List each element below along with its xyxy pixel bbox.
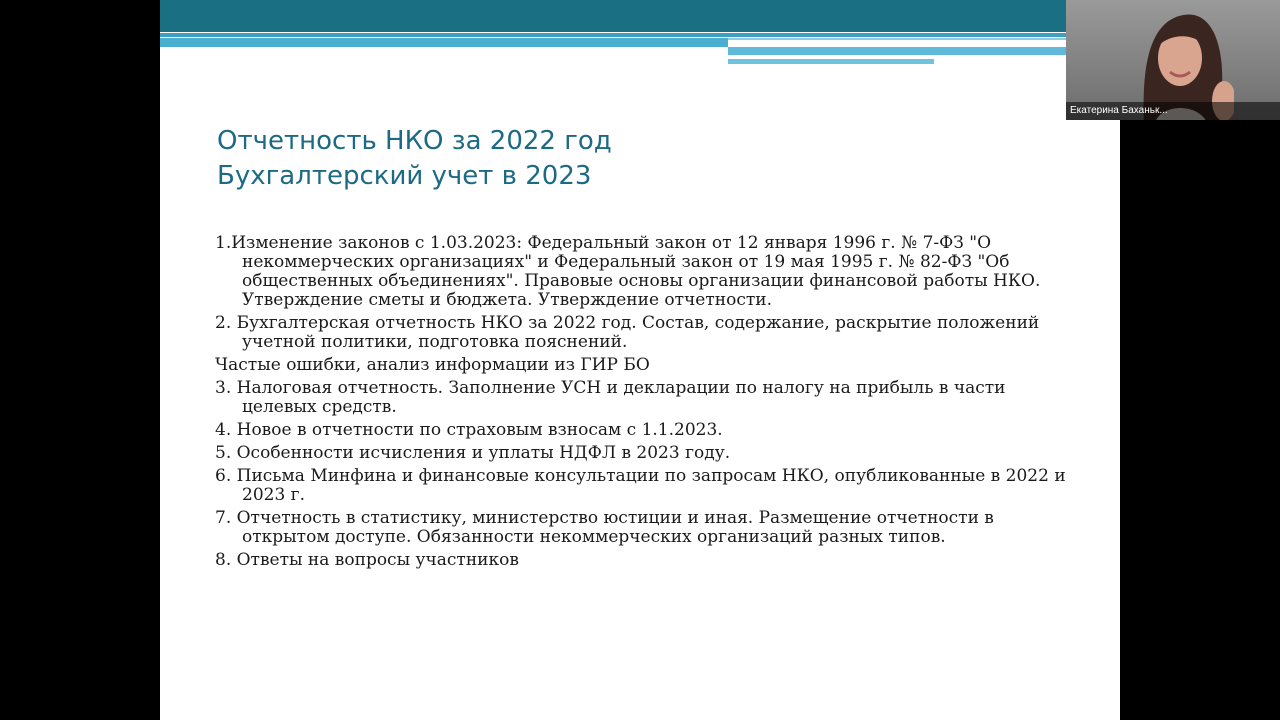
agenda-item: 4. Новое в отчетности по страховым взносам с 1.1.2023. bbox=[215, 420, 723, 440]
agenda-item: 7. Отчетность в статистику, министерство юстиции и иная. Размещение отчетности в открытом доступе. Обязанности некоммерческих организаций разных типов. bbox=[215, 508, 994, 547]
header-stripe bbox=[160, 38, 728, 47]
slide-content bbox=[215, 234, 1075, 574]
participant-name-label: Екатерина Баханьк... bbox=[1066, 102, 1280, 120]
header-band bbox=[160, 0, 1120, 32]
participant-video-tile[interactable] bbox=[1066, 0, 1280, 120]
agenda-item: 2. Бухгалтерская отчетность НКО за 2022 год. Состав, содержание, раскрытие положений учетной политики, подготовка пояснений. bbox=[215, 313, 1040, 352]
agenda-item: 3. Налоговая отчетность. Заполнение УСН и декларации по налогу на прибыль в части целевых средств. bbox=[215, 378, 1006, 417]
agenda-item: 8. Ответы на вопросы участников bbox=[215, 550, 519, 570]
header-stripe bbox=[728, 59, 934, 64]
agenda-item: 5. Особенности исчисления и уплаты НДФЛ в 2023 году. bbox=[215, 443, 731, 463]
presentation-slide bbox=[160, 0, 1120, 720]
slide-title-line: Отчетность НКО за 2022 год bbox=[217, 126, 612, 156]
header-stripe bbox=[728, 47, 1120, 55]
header-stripe bbox=[160, 33, 1120, 37]
agenda-item: 6. Письма Минфина и финансовые консультации по запросам НКО, опубликованные в 2022 и 2023 г. bbox=[215, 466, 1066, 505]
agenda-item: 1.Изменение законов с 1.03.2023: Федеральный закон от 12 января 1996 г. № 7-ФЗ "О некоммерческих организациях" и Федеральный закон от 19 мая 1995 г. № 82-ФЗ "Об общественных объединениях". Правовые основы организации финансовой работы НКО. Утверждение сметы и бюджета. Утверждение отчетности. bbox=[215, 233, 1041, 310]
header-stripe bbox=[728, 38, 1120, 40]
slide-title bbox=[217, 124, 612, 194]
agenda-item: Частые ошибки, анализ информации из ГИР БО bbox=[215, 355, 650, 375]
slide-title-line: Бухгалтерский учет в 2023 bbox=[217, 161, 592, 191]
